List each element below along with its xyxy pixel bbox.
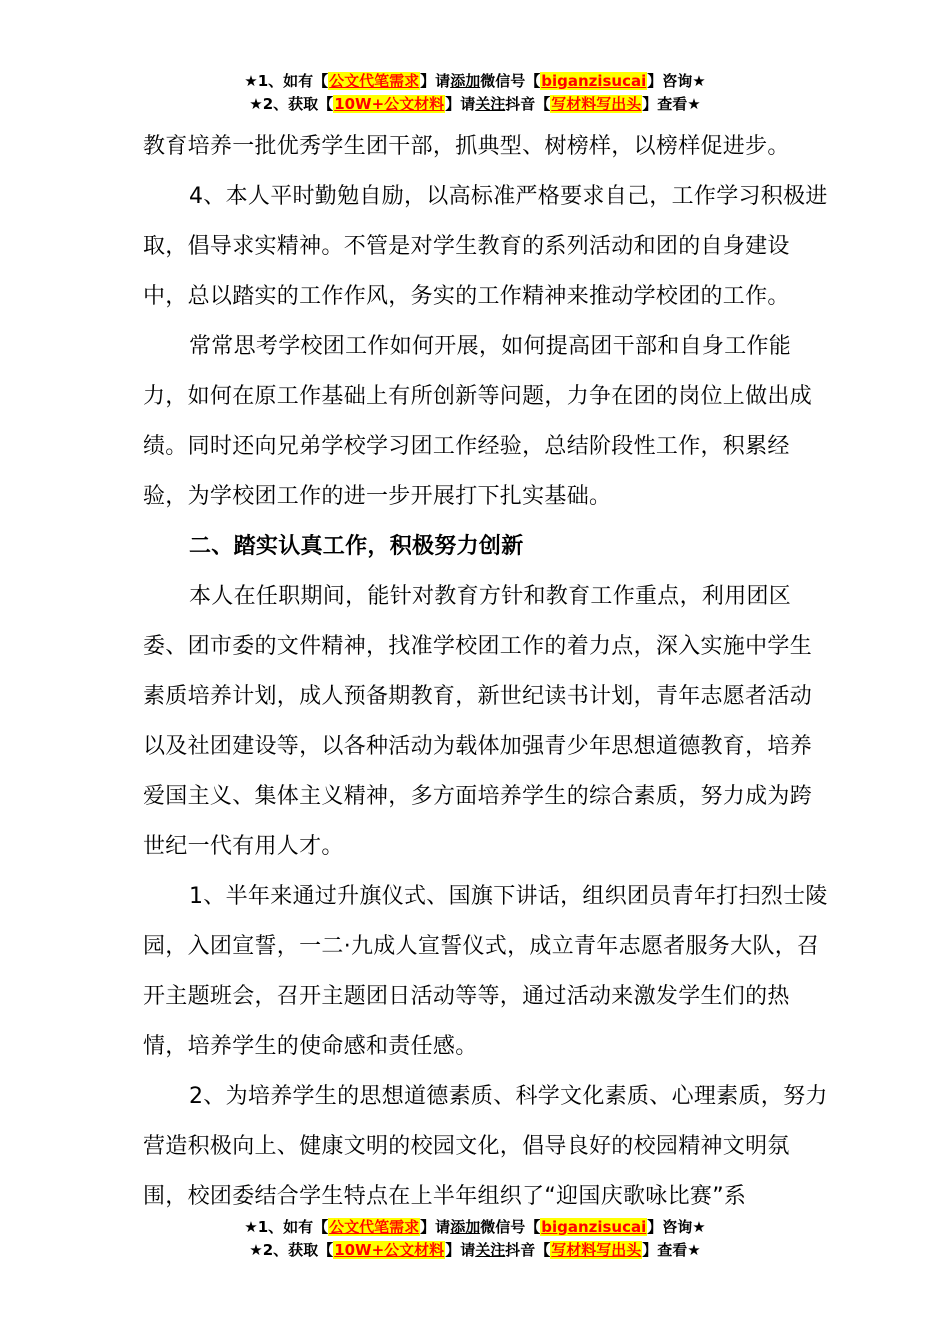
paragraph: 1、半年来通过升旗仪式、国旗下讲话，组织团员青年打扫烈士陵园，入团宣誓，一二·九成人宣誓仪式，成立青年志愿者服务大队，召开主题班会，召开主题团日活动等等，通过活动来激发学生们的热情，培养学生的使命感和责任感。 <box>143 884 828 1059</box>
highlight-service: 公文代笔需求 <box>329 1218 420 1236</box>
highlight-douyin: 写材料写出头 <box>551 95 642 113</box>
banner-text: 】请 <box>445 95 476 113</box>
paragraph: 4、本人平时勤勉自励，以高标准严格要求自己，工作学习积极进取，倡导求实精神。不管是对学生教育的系列活动和团的自身建设中，总以踏实的工作作风，务实的工作精神来推动学校团的工作。 <box>143 184 828 309</box>
banner-text: ★1、如有【 <box>244 1218 329 1236</box>
banner-text: 微信号【 <box>480 1218 541 1236</box>
paragraph: 2、为培养学生的思想道德素质、科学文化素质、心理素质，努力营造积极向上、健康文明的校园文化，倡导良好的校园精神文明氛围，校团委结合学生特点在上半年组织了“迎国庆歌咏比赛”系 <box>143 1084 828 1209</box>
section-heading: 二、踏实认真工作，积极努力创新 <box>189 534 524 559</box>
paragraph: 本人在任职期间，能针对教育方针和教育工作重点，利用团区委、团市委的文件精神，找准学校团工作的着力点，深入实施中学生素质培养计划，成人预备期教育，新世纪读书计划，青年志愿者活动以及社团建设等，以各种活动为载体加强青少年思想道德教育，培养爱国主义、集体主义精神，多方面培养学生的综合素质，努力成为跨世纪一代有用人才。 <box>143 584 813 859</box>
banner-line-2 <box>0 1239 950 1262</box>
banner-emphasis: 添加 <box>450 1218 481 1236</box>
banner-text: 微信号【 <box>480 72 541 90</box>
banner-text: 】请 <box>445 1241 476 1259</box>
banner-text: ★1、如有【 <box>244 72 329 90</box>
banner-text: ★2、获取【 <box>249 95 334 113</box>
banner-line-2 <box>0 93 950 116</box>
document-body <box>143 122 829 1222</box>
banner-emphasis: 关注 <box>475 95 506 113</box>
banner-line-1 <box>0 1216 950 1239</box>
banner-text: ★2、获取【 <box>249 1241 334 1259</box>
banner-text: 抖音【 <box>505 1241 551 1259</box>
highlight-wechat-id: biganzisucai <box>541 1218 647 1236</box>
banner-text: 】请 <box>420 72 451 90</box>
paragraph: 常常思考学校团工作如何开展，如何提高团干部和自身工作能力，如何在原工作基础上有所创新等问题，力争在团的岗位上做出成绩。同时还向兄弟学校学习团工作经验，总结阶段性工作，积累经验，为学校团工作的进一步开展打下扎实基础。 <box>143 334 813 509</box>
highlight-douyin: 写材料写出头 <box>551 1241 642 1259</box>
banner-line-1 <box>0 70 950 93</box>
banner-text: 】请 <box>420 1218 451 1236</box>
banner-text: 】查看★ <box>642 1241 701 1259</box>
banner-text: 抖音【 <box>505 95 551 113</box>
banner-emphasis: 关注 <box>475 1241 506 1259</box>
footer-banner <box>0 1216 950 1262</box>
highlight-service: 公文代笔需求 <box>329 72 420 90</box>
banner-text: 】咨询★ <box>647 72 706 90</box>
header-banner <box>0 70 950 116</box>
highlight-materials: 10W+公文材料 <box>334 1241 445 1259</box>
banner-emphasis: 添加 <box>450 72 481 90</box>
banner-text: 】查看★ <box>642 95 701 113</box>
paragraph: 教育培养一批优秀学生团干部，抓典型、树榜样，以榜样促进步。 <box>143 134 790 159</box>
highlight-materials: 10W+公文材料 <box>334 95 445 113</box>
highlight-wechat-id: biganzisucai <box>541 72 647 90</box>
banner-text: 】咨询★ <box>647 1218 706 1236</box>
